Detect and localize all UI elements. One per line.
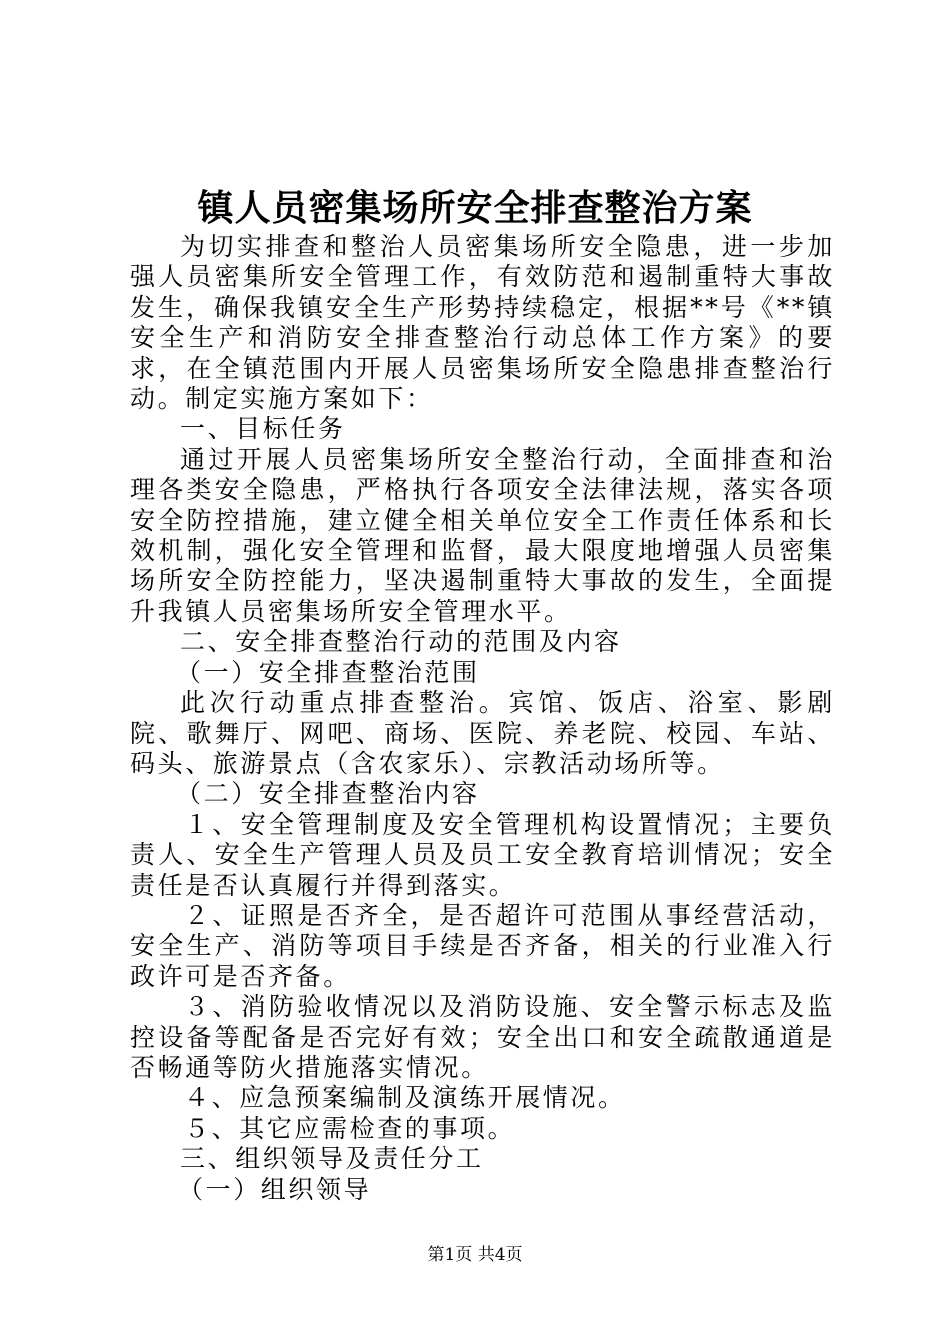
section-heading-3: 三、组织领导及责任分工 <box>180 1144 484 1174</box>
section-heading-1: 一、目标任务 <box>180 414 346 444</box>
document-title: 镇人员密集场所安全排查整治方案 <box>197 187 753 229</box>
list-item-4: ４、应急预案编制及演练开展情况。 <box>184 1083 626 1113</box>
intro-paragraph: 为切实排查和整治人员密集场所安全隐患，进一步加强人员密集所安全管理工作，有效防范和遏制重特大事故发生，确保我镇安全生产形势持续稳定，根据**号《**镇安全生产和消防安全排查整治行动总体工作方案》的要求，在全镇范围内开展人员密集场所安全隐患排查整治行动。制定实施方案如下： <box>130 232 835 414</box>
subsection-heading-2-2: （二）安全排查整治内容 <box>176 779 480 809</box>
page-footer: 第1页 共4页 <box>427 1245 523 1265</box>
subsection-heading-2-1: （一）安全排查整治范围 <box>176 657 480 687</box>
subsection-heading-3-1: （一）组织领导 <box>178 1174 372 1204</box>
list-item-2: ２、证照是否齐全，是否超许可范围从事经营活动，安全生产、消防等项目手续是否齐备，相关的行业准入行政许可是否齐备。 <box>130 900 835 991</box>
subsection-paragraph-2-1: 此次行动重点排查整治。宾馆、饭店、浴室、影剧院、歌舞厅、网吧、商场、医院、养老院、校园、车站、码头、旅游景点（含农家乐）、宗教活动场所等。 <box>130 688 835 778</box>
list-item-5: ５、其它应需检查的事项。 <box>184 1113 516 1143</box>
document-body <box>130 232 835 1205</box>
section-heading-2: 二、安全排查整治行动的范围及内容 <box>180 627 622 657</box>
list-item-1: １、安全管理制度及安全管理机构设置情况；主要负责人、安全生产管理人员及员工安全教育培训情况；安全责任是否认真履行并得到落实。 <box>130 809 835 900</box>
list-item-3: ３、消防验收情况以及消防设施、安全警示标志及监控设备等配备是否完好有效；安全出口和安全疏散通道是否畅通等防火措施落实情况。 <box>130 992 835 1082</box>
section-paragraph-1: 通过开展人员密集场所安全整治行动，全面排查和治理各类安全隐患，严格执行各项安全法律法规，落实各项安全防控措施，建立健全相关单位安全工作责任体系和长效机制，强化安全管理和监督，最大限度地增强人员密集场所安全防控能力，坚决遏制重特大事故的发生，全面提升我镇人员密集场所安全管理水平。 <box>130 444 835 626</box>
